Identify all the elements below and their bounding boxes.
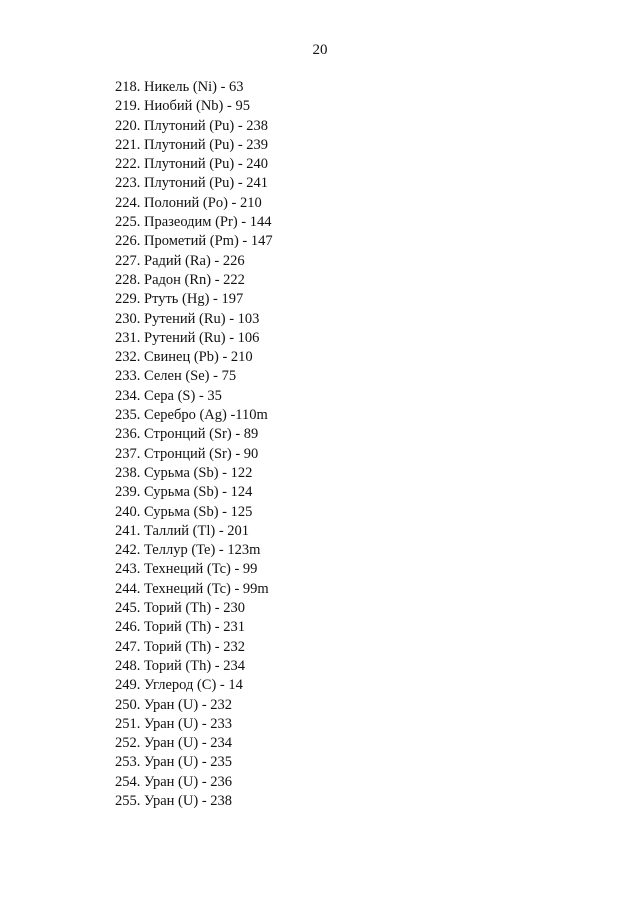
page-number: 20 [312, 42, 328, 58]
list-item: 252. Уран (U) - 234 [115, 735, 233, 752]
list-item: 225. Празеодим (Pr) - 144 [115, 214, 272, 231]
list-item: 237. Стронций (Sr) - 90 [115, 445, 259, 462]
list-item: 254. Уран (U) - 236 [115, 773, 233, 790]
list-item: 238. Сурьма (Sb) - 122 [115, 464, 253, 481]
list-item: 242. Теллур (Te) - 123m [115, 542, 261, 559]
list-item: 220. Плутоний (Pu) - 238 [115, 117, 269, 134]
list-item: 219. Ниобий (Nb) - 95 [115, 98, 250, 115]
list-item: 222. Плутоний (Pu) - 240 [115, 156, 269, 173]
list-item: 221. Плутоний (Pu) - 239 [115, 136, 269, 153]
list-item: 240. Сурьма (Sb) - 125 [115, 503, 253, 520]
list-item: 245. Торий (Th) - 230 [115, 600, 246, 617]
list-item: 234. Сера (S) - 35 [115, 387, 222, 404]
list-item: 218. Никель (Ni) - 63 [115, 79, 244, 95]
isotope-list [115, 78, 273, 811]
list-item: 253. Уран (U) - 235 [115, 754, 233, 771]
list-item: 246. Торий (Th) - 231 [115, 619, 246, 636]
list-item: 248. Торий (Th) - 234 [115, 657, 246, 674]
list-item: 236. Стронций (Sr) - 89 [115, 426, 259, 443]
list-item: 232. Свинец (Pb) - 210 [115, 349, 253, 366]
list-item: 250. Уран (U) - 232 [115, 696, 233, 713]
list-item: 230. Рутений (Ru) - 103 [115, 310, 260, 327]
list-item: 255. Уран (U) - 238 [115, 792, 233, 809]
list-item: 224. Полоний (Po) - 210 [115, 194, 262, 211]
list-item: 228. Радон (Rn) - 222 [115, 271, 245, 288]
list-item: 231. Рутений (Ru) - 106 [115, 329, 260, 346]
list-item: 251. Уран (U) - 233 [115, 715, 233, 732]
list-item: 243. Технеций (Tc) - 99 [115, 561, 258, 578]
list-item: 223. Плутоний (Pu) - 241 [115, 175, 269, 192]
list-item: 239. Сурьма (Sb) - 124 [115, 484, 253, 501]
list-item: 229. Ртуть (Hg) - 197 [115, 291, 244, 308]
list-item: 235. Серебро (Ag) -110m [115, 407, 268, 424]
list-item: 247. Торий (Th) - 232 [115, 638, 246, 655]
list-item: 249. Углерод (C) - 14 [115, 677, 243, 694]
list-item: 226. Прометий (Pm) - 147 [115, 233, 273, 250]
list-item: 244. Технеций (Tc) - 99m [115, 580, 269, 597]
list-item: 227. Радий (Ra) - 226 [115, 252, 245, 269]
list-item: 233. Селен (Se) - 75 [115, 368, 237, 385]
list-item: 241. Таллий (Tl) - 201 [115, 522, 250, 539]
